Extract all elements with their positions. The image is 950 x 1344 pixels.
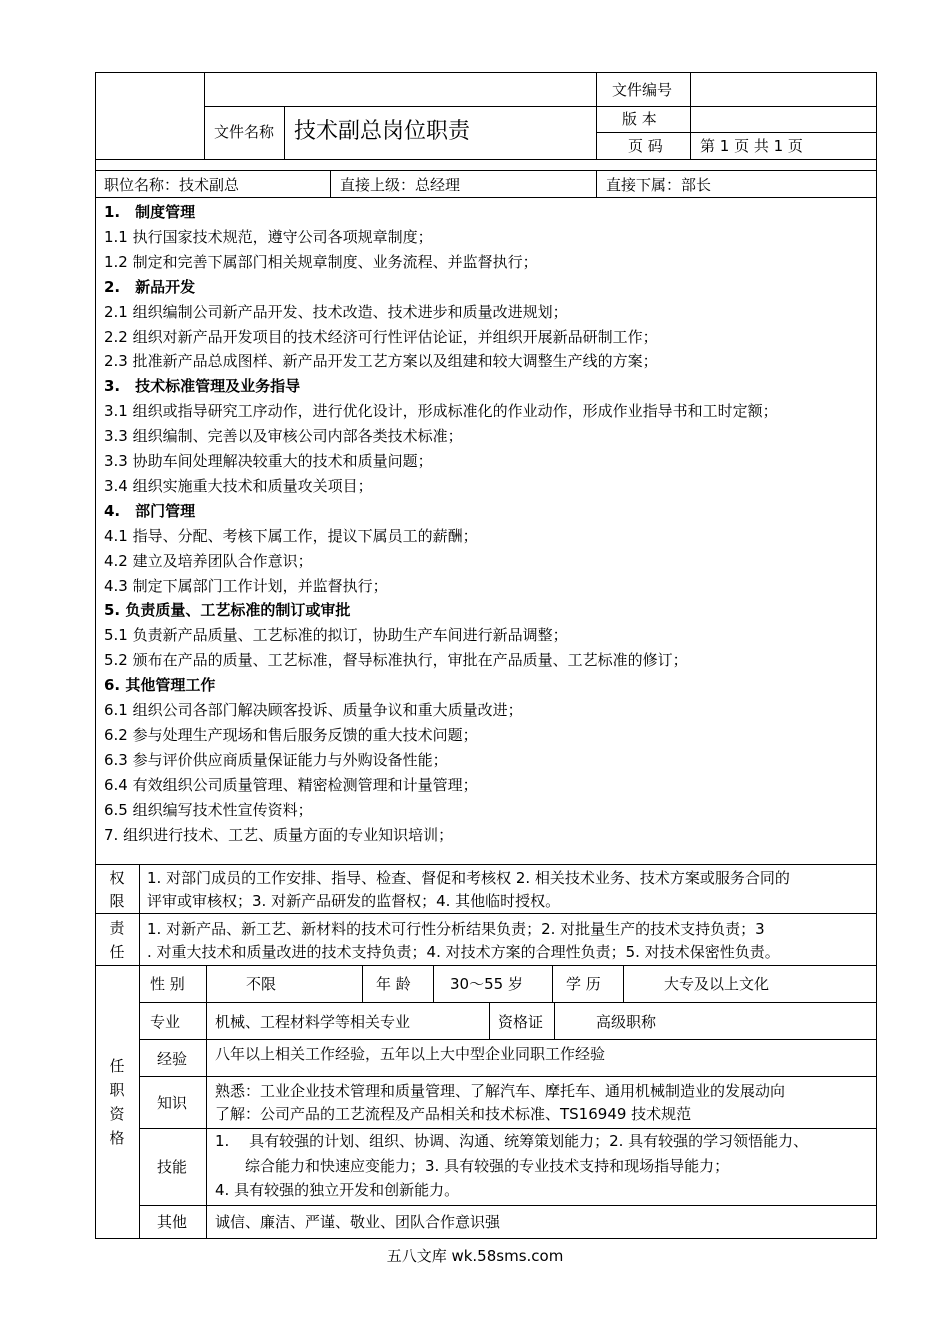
footer-watermark: 五八文库 wk.58sms.com xyxy=(386,1247,564,1265)
experience-label: 经验 xyxy=(157,1050,188,1068)
major-label: 专业 xyxy=(150,1013,181,1031)
duty-item: 2.2 组织对新产品开发项目的技术经济可行性评估论证，并组织开展新品研制工作； xyxy=(104,328,658,346)
duty-item: 5.2 颁布在产品的质量、工艺标准，督导标准执行，审批在产品质量、工艺标准的修订； xyxy=(104,651,688,669)
duty-item: 6.2 参与处理生产现场和售后服务反馈的重大技术问题； xyxy=(104,726,478,744)
duty-item: 1.2 制定和完善下属部门相关规章制度、业务流程、并监督执行； xyxy=(104,253,538,271)
responsibility-line-2: . 对重大技术和质量改进的技术支持负责；4. 对技术方案的合理性负责；5. 对技术保密性负责。 xyxy=(147,943,780,961)
duty-section-heading: 2. 新品开发 xyxy=(104,278,196,296)
qualification-label-1: 任 xyxy=(109,1057,125,1075)
duty-item: 4.2 建立及培养团队合作意识； xyxy=(104,552,313,570)
gender-value: 不限 xyxy=(246,975,277,993)
education-value: 大专及以上文化 xyxy=(664,975,770,993)
other-value: 诚信、廉洁、严谨、敬业、团队合作意识强 xyxy=(215,1213,501,1231)
duty-section-heading: 3. 技术标准管理及业务指导 xyxy=(104,377,301,395)
duty-item: 5.1 负责新产品质量、工艺标准的拟订，协助生产车间进行新品调整； xyxy=(104,626,568,644)
responsibility-line-1: 1. 对新产品、新工艺、新材料的技术可行性分析结果负责；2. 对批量生产的技术支持负责；3 xyxy=(147,920,765,938)
duty-item: 3.1 组织或指导研究工序动作，进行优化设计，形成标准化的作业动作，形成作业指导书和工时定额； xyxy=(104,402,778,420)
duty-section-heading: 1. 制度管理 xyxy=(104,203,196,221)
certificate-label: 资格证 xyxy=(498,1013,544,1031)
duty-item: 6.1 组织公司各部门解决顾客投诉、质量争议和重大质量改进； xyxy=(104,701,523,719)
authority-label-2: 限 xyxy=(109,892,125,910)
duty-section-heading: 4. 部门管理 xyxy=(104,502,196,520)
file-no-label: 文件编号 xyxy=(612,81,673,99)
duty-item: 3.3 组织编制、完善以及审核公司内部各类技术标准； xyxy=(104,427,463,445)
responsibility-label-2: 任 xyxy=(109,943,125,961)
qualification-label-3: 资 xyxy=(109,1105,125,1123)
duty-item: 2.3 批准新产品总成图样、新产品开发工艺方案以及组建和较大调整生产线的方案； xyxy=(104,352,658,370)
experience-value: 八年以上相关工作经验，五年以上大中型企业同职工作经验 xyxy=(215,1045,606,1063)
skills-line-2: 综合能力和快速应变能力；3. 具有较强的专业技术支持和现场指导能力； xyxy=(245,1157,730,1175)
authority-label-1: 权 xyxy=(109,869,125,887)
duty-section-heading: 5. 负责质量、工艺标准的制订或审批 xyxy=(104,601,351,619)
duty-item: 6.5 组织编写技术性宣传资料； xyxy=(104,801,313,819)
knowledge-label: 知识 xyxy=(157,1094,188,1112)
authority-line-2: 评审或审核权；3. 对新产品研发的监督权；4. 其他临时授权。 xyxy=(147,892,561,910)
duty-item: 3.4 组织实施重大技术和质量攻关项目； xyxy=(104,477,373,495)
major-value: 机械、工程材料学等相关专业 xyxy=(215,1013,411,1031)
duty-item: 2.1 组织编制公司新产品开发、技术改造、技术进步和质量改进规划； xyxy=(104,303,568,321)
age-label: 年 龄 xyxy=(376,975,411,993)
qualification-label-4: 格 xyxy=(109,1129,125,1147)
duty-item: 7. 组织进行技术、工艺、质量方面的专业知识培训； xyxy=(104,826,454,844)
duty-item: 1.1 执行国家技术规范，遵守公司各项规章制度； xyxy=(104,228,433,246)
other-label: 其他 xyxy=(157,1213,188,1231)
position-title: 职位名称：技术副总 xyxy=(104,176,240,194)
page-label: 页 码 xyxy=(628,137,663,155)
knowledge-line-1: 熟悉：工业企业技术管理和质量管理、了解汽车、摩托车、通用机械制造业的发展动向 xyxy=(215,1082,786,1100)
certificate-value: 高级职称 xyxy=(596,1013,657,1031)
duty-item: 4.1 指导、分配、考核下属工作，提议下属员工的薪酬； xyxy=(104,527,478,545)
file-name-label: 文件名称 xyxy=(214,123,275,141)
age-value: 30～55 岁 xyxy=(450,975,523,993)
responsibility-label-1: 责 xyxy=(109,919,125,937)
duty-item: 6.3 参与评价供应商质量保证能力与外购设备性能； xyxy=(104,751,448,769)
version-label: 版 本 xyxy=(622,110,657,128)
skills-line-3: 4. 具有较强的独立开发和创新能力。 xyxy=(215,1181,460,1199)
skills-line-1: 1. 具有较强的计划、组织、协调、沟通、统筹策划能力；2. 具有较强的学习领悟能力、 xyxy=(215,1132,809,1150)
gender-label: 性 别 xyxy=(150,975,185,993)
direct-subordinate: 直接下属：部长 xyxy=(606,176,712,194)
duty-section-heading: 6. 其他管理工作 xyxy=(104,676,216,694)
direct-superior: 直接上级：总经理 xyxy=(340,176,461,194)
knowledge-line-2: 了解：公司产品的工艺流程及产品相关和技术标准、TS16949 技术规范 xyxy=(215,1105,692,1123)
skills-label: 技能 xyxy=(157,1158,188,1176)
page-value: 第 1 页 共 1 页 xyxy=(700,137,803,155)
duty-item: 3.3 协助车间处理解决较重大的技术和质量问题； xyxy=(104,452,433,470)
file-name: 技术副总岗位职责 xyxy=(294,119,471,144)
authority-line-1: 1. 对部门成员的工作安排、指导、检查、督促和考核权 2. 相关技术业务、技术方案或服务合同的 xyxy=(147,869,790,887)
education-label: 学 历 xyxy=(566,975,601,993)
duty-item: 6.4 有效组织公司质量管理、精密检测管理和计量管理； xyxy=(104,776,478,794)
qualification-label-2: 职 xyxy=(109,1081,125,1099)
duty-item: 4.3 制定下属部门工作计划，并监督执行； xyxy=(104,577,388,595)
